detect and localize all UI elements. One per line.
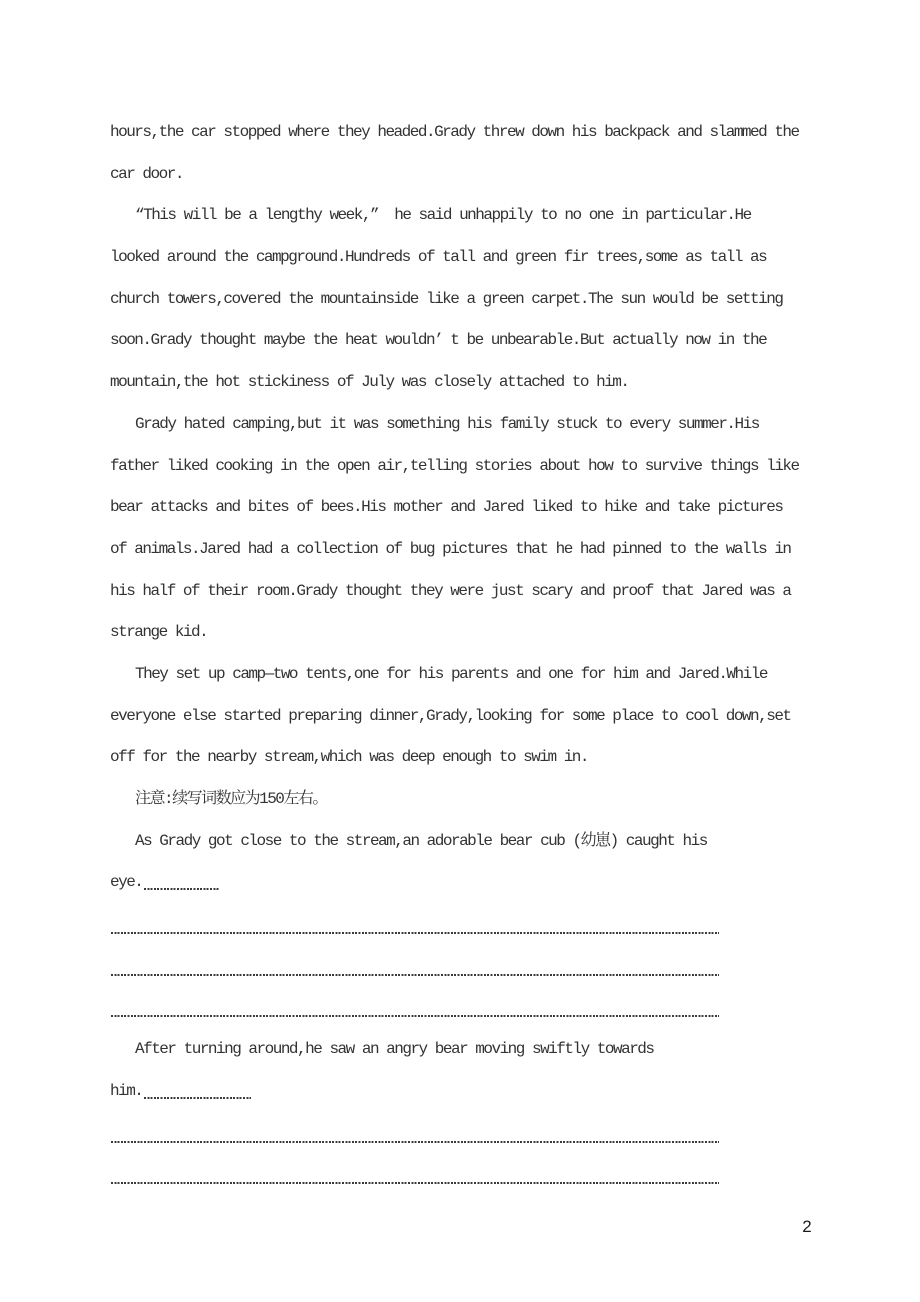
text-line bbox=[110, 821, 870, 863]
line-text: father liked cooking in the open air,telling stories about how to survive things like bbox=[110, 456, 799, 475]
text-line bbox=[110, 612, 870, 654]
answer-rule[interactable] bbox=[111, 1141, 719, 1143]
text-line bbox=[110, 779, 870, 821]
text-line bbox=[110, 320, 870, 362]
text-line bbox=[110, 737, 870, 779]
line-text: eye. bbox=[110, 873, 143, 892]
text-line bbox=[110, 1029, 870, 1071]
line-text: After turning around,he saw an angry bear moving swiftly towards bbox=[135, 1040, 654, 1059]
line-text: mountain,the hot stickiness of July was closely attached to him. bbox=[110, 373, 629, 392]
text-line bbox=[110, 862, 870, 904]
text-line bbox=[110, 237, 870, 279]
writing-line bbox=[110, 946, 870, 988]
text-line bbox=[110, 571, 870, 613]
line-text: They set up camp—two tents,one for his parents and one for him and Jared.While bbox=[135, 664, 767, 683]
text-line bbox=[110, 404, 870, 446]
inline-answer-blank[interactable] bbox=[144, 888, 219, 890]
text-line bbox=[110, 112, 870, 154]
text-line bbox=[110, 154, 870, 196]
line-text: off for the nearby stream,which was deep enough to swim in. bbox=[110, 748, 588, 767]
line-text: As Grady got close to the stream,an adorable bear cub (幼崽) caught his bbox=[135, 831, 707, 850]
text-line bbox=[110, 446, 870, 488]
text-line bbox=[110, 529, 870, 571]
answer-rule[interactable] bbox=[111, 1182, 719, 1184]
line-text: Grady hated camping,but it was something his family stuck to every summer.His bbox=[135, 414, 759, 433]
line-text: looked around the campground.Hundreds of tall and green fir trees,some as tall as bbox=[110, 248, 767, 267]
text-line bbox=[110, 696, 870, 738]
line-text: strange kid. bbox=[110, 623, 208, 642]
text-line bbox=[110, 195, 870, 237]
writing-line bbox=[110, 987, 870, 1029]
text-line bbox=[110, 487, 870, 529]
line-text: 注意:续写词数应为150左右。 bbox=[135, 790, 327, 808]
writing-line bbox=[110, 1154, 870, 1196]
answer-rule[interactable] bbox=[111, 1015, 719, 1017]
line-text: soon.Grady thought maybe the heat wouldn’ t be unbearable.But actually now in the bbox=[110, 331, 767, 350]
writing-line bbox=[110, 1113, 870, 1155]
writing-line bbox=[110, 904, 870, 946]
line-text: him. bbox=[110, 1081, 143, 1100]
answer-rule[interactable] bbox=[111, 932, 719, 934]
line-text: everyone else started preparing dinner,Grady,looking for some place to cool down,set bbox=[110, 706, 791, 725]
line-text: of animals.Jared had a collection of bug pictures that he had pinned to the walls in bbox=[110, 539, 791, 558]
line-text: hours,the car stopped where they headed.Grady threw down his backpack and slammed the bbox=[110, 123, 799, 141]
text-line bbox=[110, 1071, 870, 1113]
page-number: 2 bbox=[802, 1217, 812, 1236]
text-line bbox=[110, 362, 870, 404]
line-text: bear attacks and bites of bees.His mother and Jared liked to hike and take pictures bbox=[110, 498, 783, 517]
inline-answer-blank[interactable] bbox=[144, 1097, 251, 1099]
text-line bbox=[110, 279, 870, 321]
line-text: his half of their room.Grady thought they were just scary and proof that Jared was a bbox=[110, 581, 791, 600]
line-text: “This will be a lengthy week,” he said unhappily to no one in particular.He bbox=[135, 206, 751, 225]
answer-rule[interactable] bbox=[111, 974, 719, 976]
line-text: car door. bbox=[110, 164, 183, 183]
line-text: church towers,covered the mountainside like a green carpet.The sun would be setting bbox=[110, 289, 783, 308]
text-line bbox=[110, 654, 870, 696]
text-lines bbox=[110, 112, 870, 1196]
